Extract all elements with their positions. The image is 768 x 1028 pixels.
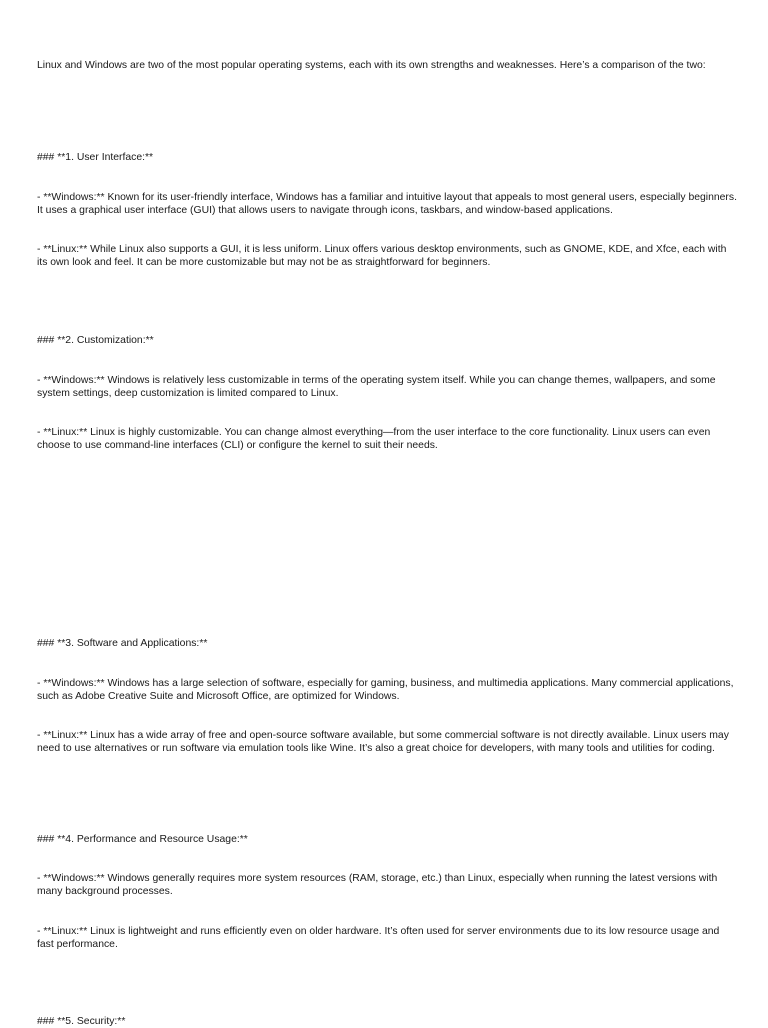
section-4-linux-paragraph: - **Linux:** Linux is lightweight and runs efficiently even on older hardware. It’s often used for server environments due to its low resource usage and fast performance. (37, 926, 720, 950)
section-3-heading: ### **3. Software and Applications:** (37, 638, 208, 649)
section-4-windows-paragraph: - **Windows:** Windows generally requires more system resources (RAM, storage, etc.) than Linux, especially when running the latest versions with many background processes. (37, 873, 718, 897)
intro-paragraph: Linux and Windows are two of the most popular operating systems, each with its own strengths and weaknesses. Here’s a comparison of the two: (37, 60, 706, 71)
section-2-linux-paragraph: - **Linux:** Linux is highly customizable. You can change almost everything—from the user interface to the core functionality. Linux users can even choose to use command-line interfaces (CLI) or configure the kernel to suit their needs. (37, 427, 711, 451)
section-2-windows-paragraph: - **Windows:** Windows is relatively less customizable in terms of the operating system itself. While you can change themes, wallpapers, and some system settings, deep customization is limited compared to Linux. (37, 375, 716, 399)
section-3-linux-paragraph: - **Linux:** Linux has a wide array of free and open-source software available, but some commercial software is not directly available. Linux users may need to use alternatives or run software via emulation tools like Wine. It’s also a great choice for developers, with many tools and utilities for coding. (37, 730, 729, 754)
section-2-heading: ### **2. Customization:** (37, 335, 154, 346)
section-5-heading: ### **5. Security:** (37, 1016, 126, 1027)
section-1-linux-paragraph: - **Linux:** While Linux also supports a GUI, it is less uniform. Linux offers various desktop environments, such as GNOME, KDE, and Xfce, each with its own look and feel. It can be more customizable but may not be as straightforward for beginners. (37, 244, 727, 268)
section-1-windows-paragraph: - **Windows:** Known for its user-friendly interface, Windows has a familiar and intuitive layout that appeals to most general users, especially beginners. It uses a graphical user interface (GUI) that allows users to navigate through icons, taskbars, and window-based applications. (37, 192, 737, 216)
section-4-heading: ### **4. Performance and Resource Usage:** (37, 834, 248, 845)
section-3-windows-paragraph: - **Windows:** Windows has a large selection of software, especially for gaming, business, and multimedia applications. Many commercial applications, such as Adobe Creative Suite and Microsoft Office, are optimized for Windows. (37, 678, 734, 702)
section-1-heading: ### **1. User Interface:** (37, 152, 154, 163)
